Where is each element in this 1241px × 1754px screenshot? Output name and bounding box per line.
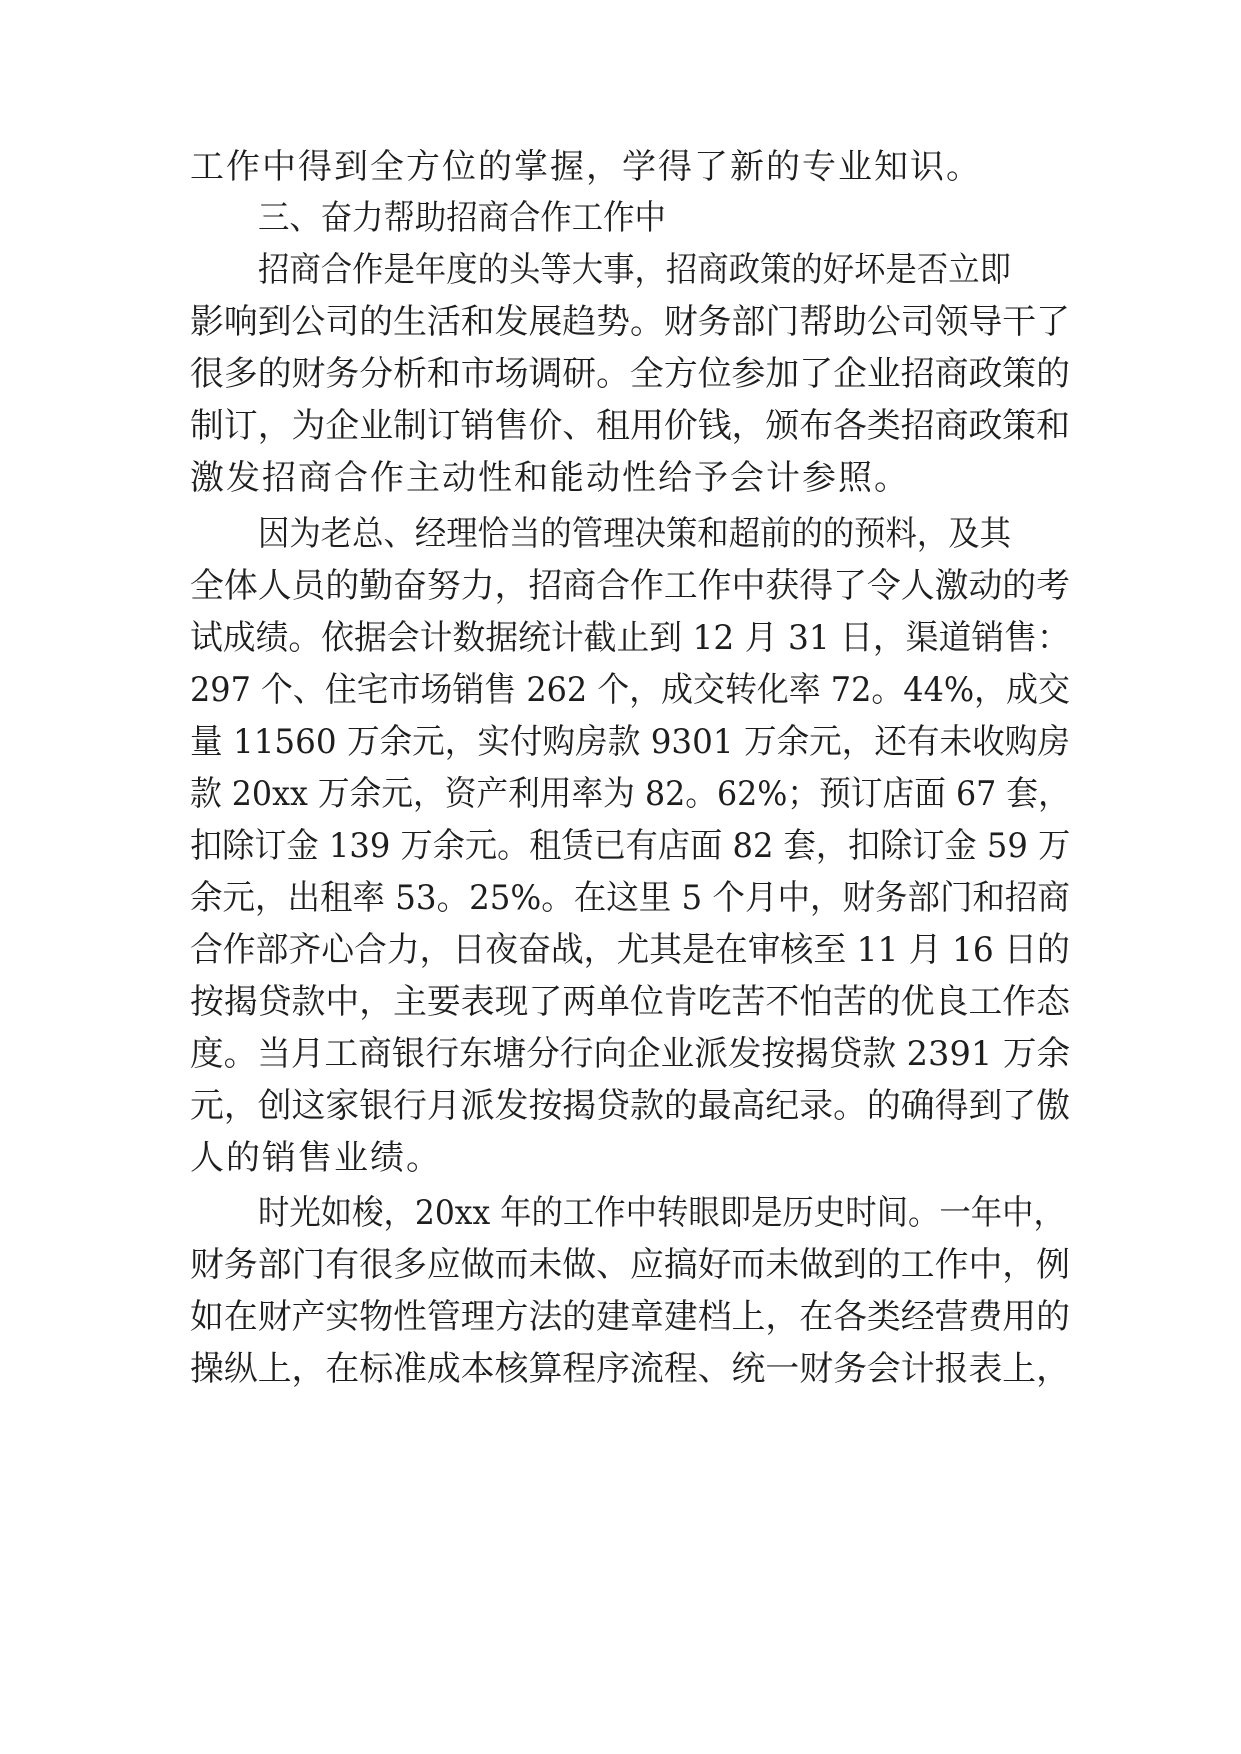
text-line-16: 合作部齐心合力，日夜奋战，尤其是在审核至 11 月 16 日的 (190, 930, 1070, 970)
text-line-11: 297 个、住宅市场销售 262 个，成交转化率 72。44%，成交 (190, 670, 1070, 710)
text-line-8: 因为老总、经理恰当的管理决策和超前的的预料，及其 (258, 514, 1011, 554)
text-line-4: 影响到公司的生活和发展趋势。财务部门帮助公司领导干了 (190, 302, 1070, 342)
text-line-15: 余元，出租率 53。25%。在这里 5 个月中，财务部门和招商 (190, 878, 1070, 918)
text-line-12: 量 11560 万余元，实付购房款 9301 万余元，还有未收购房 (190, 722, 1070, 762)
text-line-13: 款 20xx 万余元，资产利用率为 82。62%；预订店面 67 套， (190, 774, 1070, 814)
text-line-5: 很多的财务分析和市场调研。全方位参加了企业招商政策的 (190, 354, 1070, 394)
text-line-10: 试成绩。依据会计数据统计截止到 12 月 31 日，渠道销售： (190, 618, 1070, 658)
text-line-1: 工作中得到全方位的掌握，学得了新的专业知识。 (190, 147, 982, 187)
text-line-24: 操纵上，在标准成本核算程序流程、统一财务会计报表上， (190, 1349, 1070, 1389)
text-line-22: 财务部门有很多应做而未做、应搞好而未做到的工作中，例 (190, 1245, 1070, 1285)
text-line-9: 全体人员的勤奋努力，招商合作工作中获得了令人激动的考 (190, 566, 1070, 606)
text-line-14: 扣除订金 139 万余元。租赁已有店面 82 套，扣除订金 59 万 (190, 826, 1071, 866)
text-line-7: 激发招商合作主动性和能动性给予会计参照。 (190, 458, 910, 498)
text-line-3: 招商合作是年度的头等大事，招商政策的好坏是否立即 (258, 250, 1011, 290)
section-heading: 三、奋力帮助招商合作工作中 (258, 198, 666, 238)
text-line-23: 如在财产实物性管理方法的建章建档上，在各类经营费用的 (190, 1297, 1070, 1337)
text-line-19: 元，创这家银行月派发按揭贷款的最高纪录。的确得到了傲 (190, 1086, 1070, 1126)
text-line-17: 按揭贷款中，主要表现了两单位肯吃苦不怕苦的优良工作态 (190, 982, 1070, 1022)
text-line-18: 度。当月工商银行东塘分行向企业派发按揭贷款 2391 万余 (190, 1034, 1071, 1074)
text-line-21: 时光如梭，20xx 年的工作中转眼即是历史时间。一年中， (258, 1193, 1065, 1233)
text-line-6: 制订，为企业制订销售价、租用价钱，颁布各类招商政策和 (190, 406, 1070, 446)
text-line-20: 人的销售业绩。 (190, 1138, 442, 1178)
